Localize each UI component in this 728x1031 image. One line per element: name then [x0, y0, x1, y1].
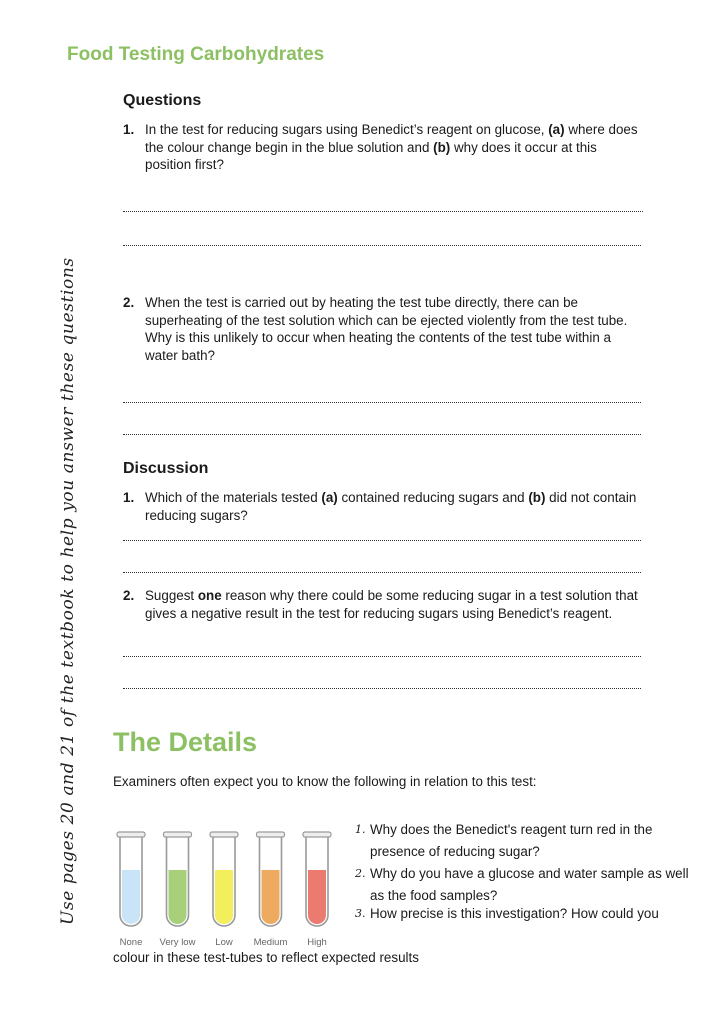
question-1-text-b: where does the colour change begin in the blue solution and	[145, 122, 638, 155]
tube-label: Low	[215, 937, 233, 948]
answer-line[interactable]	[123, 656, 641, 657]
question-2-number: 2.	[123, 295, 135, 310]
detail-question-2-text: Why do you have a glucose and water sample as well as the food samples?	[370, 866, 689, 903]
detail-question-1	[355, 819, 700, 863]
discussion-1	[123, 489, 643, 524]
detail-question-3-text: How precise is this investigation? How could you	[370, 906, 659, 921]
tube-liquid	[122, 870, 140, 924]
discussion-heading: Discussion	[123, 460, 209, 477]
question-1-part-a: (a)	[548, 122, 565, 137]
test-tube-very-low	[164, 832, 192, 926]
answer-line[interactable]	[123, 402, 641, 403]
test-tube-labels	[110, 937, 350, 951]
discussion-2-emphasis: one	[197, 588, 222, 603]
tube-rim	[303, 832, 331, 837]
tube-liquid	[215, 870, 233, 924]
detail-question-2-number: 2.	[355, 867, 366, 880]
test-tube-high	[303, 832, 331, 926]
test-tubes-illustration	[110, 826, 340, 938]
tube-rim	[210, 832, 238, 837]
question-2-text: When the test is carried out by heating the test tube directly, there can be superheating of the test solution which can be ejected violently from the test tube. Why is this unlikely to occur when heating the contents of the test tube within a water bath?	[145, 295, 628, 363]
answer-line[interactable]	[123, 211, 643, 212]
question-1-part-b: (b)	[433, 139, 451, 155]
tube-liquid	[169, 870, 187, 924]
detail-question-3-number: 3.	[355, 907, 366, 920]
discussion-1-part-a: (a)	[321, 490, 338, 505]
discussion-2-text-b: reason why there could be some reducing sugar in a test solution that gives a negative result in the test for reducing sugars using Benedict’s reagent.	[145, 588, 638, 621]
discussion-1-number: 1.	[123, 490, 135, 505]
question-2	[123, 294, 643, 364]
questions-heading: Questions	[123, 92, 202, 109]
tube-label: Medium	[253, 937, 288, 948]
detail-question-2	[355, 863, 700, 907]
detail-question-1-number: 1.	[355, 823, 366, 836]
tubes-caption: colour in these test-tubes to reflect expected results	[113, 950, 419, 965]
test-tube-medium	[257, 832, 285, 926]
question-1-text-a: In the test for reducing sugars using Benedict’s reagent on glucose,	[145, 122, 549, 137]
answer-line[interactable]	[123, 434, 641, 435]
discussion-2-text-a: Suggest	[145, 588, 198, 603]
discussion-1-text-a: Which of the materials tested	[145, 490, 322, 505]
tube-label: High	[307, 937, 327, 948]
details-intro: Examiners often expect you to know the following in relation to this test:	[113, 774, 537, 789]
discussion-1-text-b: contained reducing sugars and	[337, 490, 529, 505]
details-heading: The Details	[113, 727, 258, 757]
tube-rim	[257, 832, 285, 837]
question-1-number: 1.	[123, 122, 135, 137]
question-1	[123, 121, 643, 174]
question-1-text-c: why does it occur at this position first?	[145, 139, 597, 172]
detail-question-3	[355, 903, 700, 925]
tube-rim	[164, 832, 192, 837]
answer-line[interactable]	[123, 688, 641, 689]
detail-question-1-text: Why does the Benedict's reagent turn red in the presence of reducing sugar?	[370, 822, 653, 859]
discussion-1-part-b: (b)	[528, 490, 546, 505]
answer-line[interactable]	[123, 572, 641, 573]
answer-line[interactable]	[123, 245, 641, 246]
tube-rim	[117, 832, 145, 837]
tube-label: None	[119, 937, 143, 948]
page-title: Food Testing Carbohydrates	[67, 44, 325, 65]
tube-liquid	[262, 870, 280, 924]
test-tube-low	[210, 832, 238, 926]
discussion-2	[123, 587, 643, 622]
tube-liquid	[308, 870, 326, 924]
answer-line[interactable]	[123, 540, 641, 541]
test-tube-none	[117, 832, 145, 926]
tube-label: Very low	[159, 937, 196, 948]
discussion-1-text-c: did not contain reducing sugars?	[145, 490, 637, 523]
discussion-2-number: 2.	[123, 588, 135, 603]
side-note: Use pages 20 and 21 of the textbook to help you answer these questions	[58, 257, 78, 925]
